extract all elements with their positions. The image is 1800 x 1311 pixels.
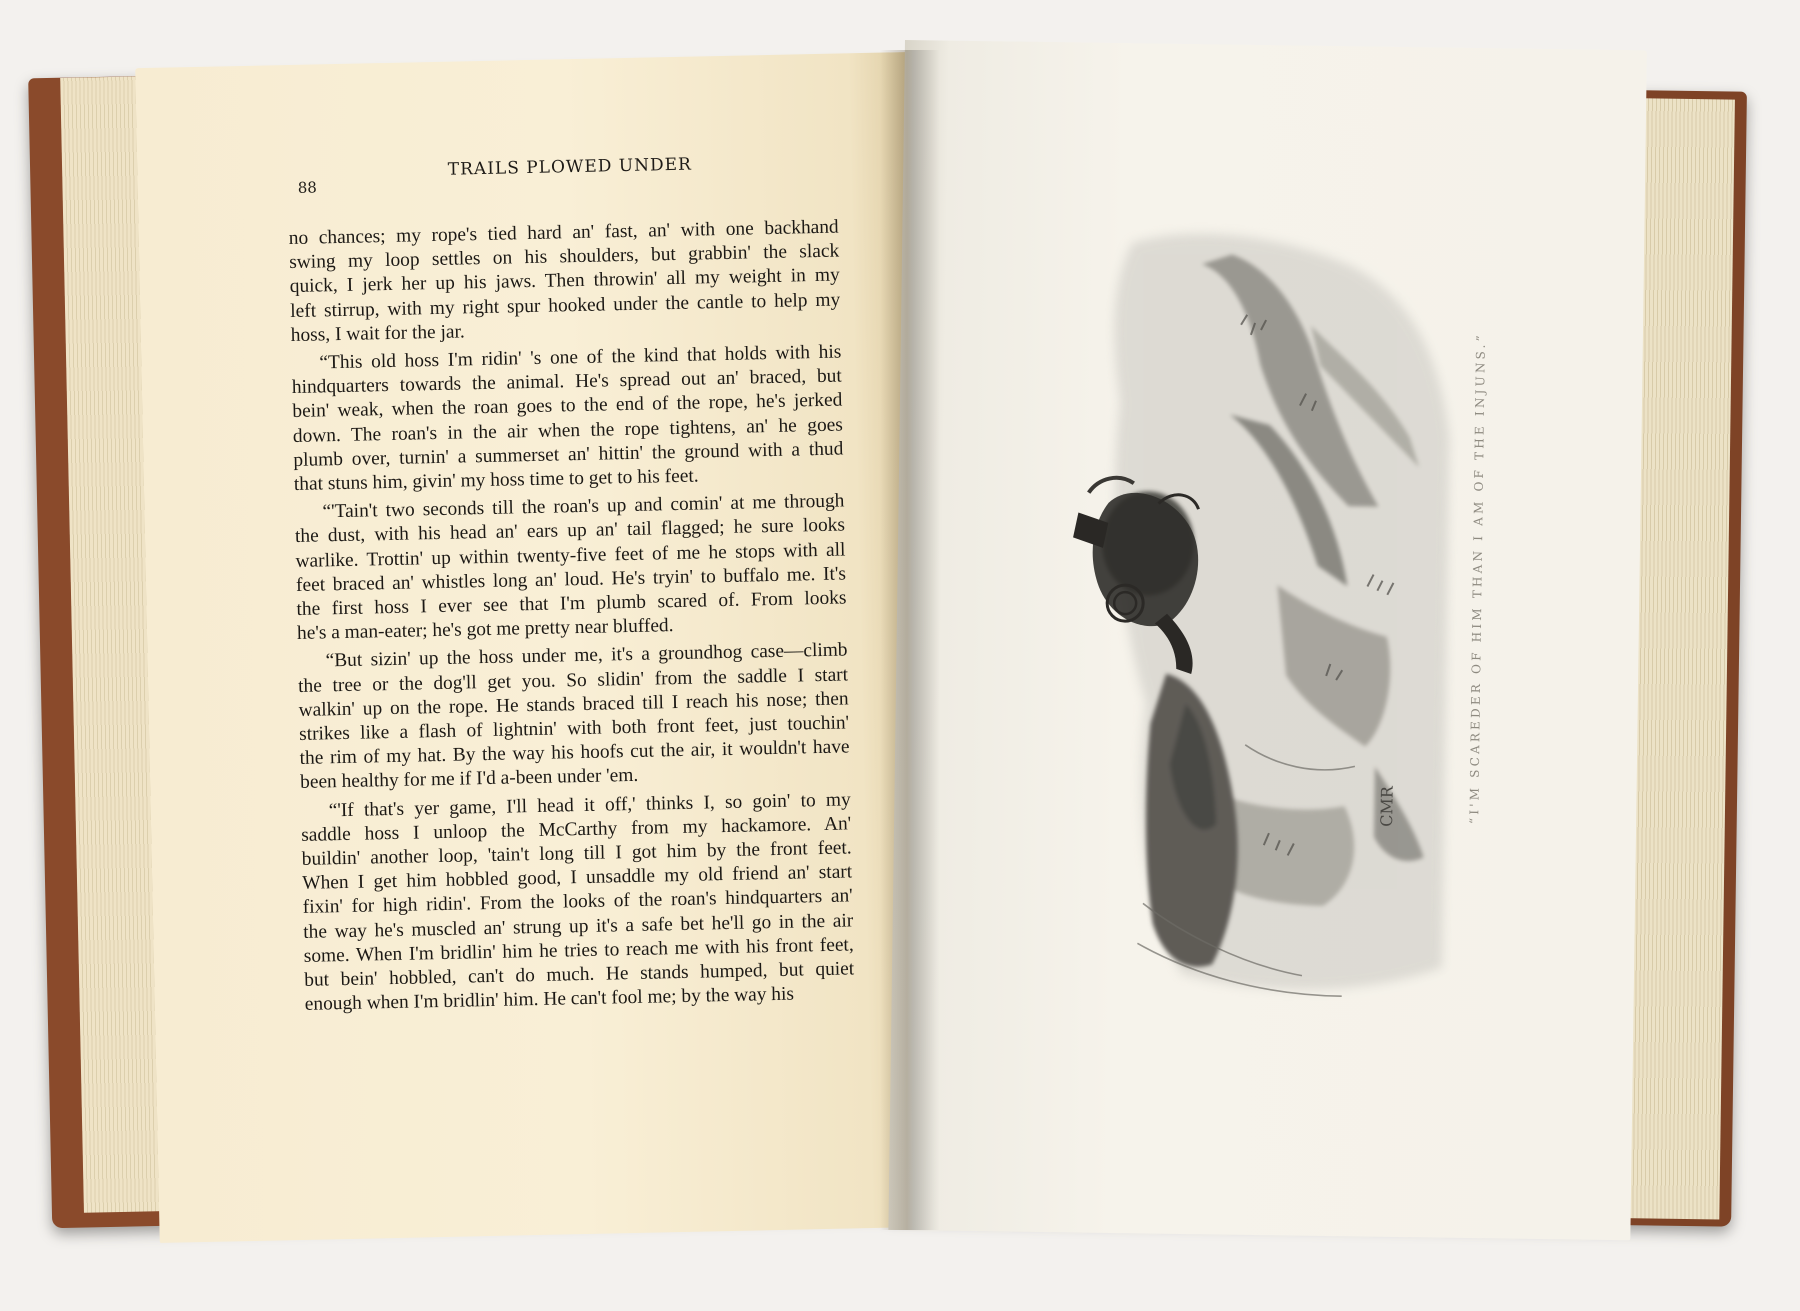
text-line: hindquarters towards the animal. He's spread out an' braced, but xyxy=(291,365,842,399)
text-line: the tree or the dog'll get you. So slidin' from the saddle I start xyxy=(297,664,849,697)
text-line: swing my loop settles on his shoulders, but grabbin' the slack xyxy=(289,240,840,274)
text-line: “'Tain't two seconds till the roan's up and comin' at me through xyxy=(322,490,845,523)
right-page xyxy=(888,40,1647,1240)
page-header xyxy=(137,144,913,200)
text-line: but bein' hobbled, can't do much. He stands humped, but quiet xyxy=(304,958,855,991)
artist-signature: CMR xyxy=(1377,785,1397,827)
text-line: saddle hoss I unloop the McCarthy from my hackamore. An' xyxy=(301,813,852,846)
text-line: “But sizin' up the hoss under me, it's a groundhog case—climb xyxy=(325,639,848,672)
text-line: bein' weak, when the roan goes to the end of the rope, he's jerked xyxy=(292,389,843,423)
text-line: feet braced an' whistles long an' loud. He's tryin' to buffalo me. It's xyxy=(295,563,847,596)
paragraph xyxy=(294,490,847,647)
text-line: no chances; my rope's tied hard an' fast, an' with one backhand xyxy=(288,216,839,250)
text-line: When I get him hobbled good, I unsaddle my old friend an' start xyxy=(302,861,853,895)
text-line: warlike. Trottin' up within twenty-five feet of me he stops with all xyxy=(295,539,846,572)
text-line: quick, I jerk her up his jaws. Then throwin' all my weight in my xyxy=(289,264,840,298)
text-line: left stirrup, with my right spur hooked under the cantle to help my xyxy=(290,289,841,322)
text-line: hoss, I wait for the jar. xyxy=(290,321,465,346)
gutter-shadow xyxy=(880,50,940,1230)
text-line: fixin' for high ridin'. From the looks of the roan's hindquarters an' xyxy=(302,885,853,919)
text-line: the rim of my hat. By the way his hoofs cut the air, it wouldn't have xyxy=(299,736,850,770)
text-line: he's a man-eater; he's got me pretty near bluffed. xyxy=(296,615,674,645)
text-line: the dust, with his head an' ears up an' tail flagged; he sure looks xyxy=(294,514,846,548)
text-line: some. When I'm bridlin' him he tries to reach me with his front feet, xyxy=(303,934,854,967)
text-line: plumb over, turnin' a summerset an' hittin' the ground with a thud xyxy=(293,438,844,471)
body-text xyxy=(289,216,855,1018)
text-line: strikes like a flash of lightnin' with both front feet, just touchin' xyxy=(298,712,850,746)
text-line: been healthy for me if I'd a-been under 'em. xyxy=(299,765,639,794)
text-line: “This old hoss I'm ridin' 's one of the kind that holds with his xyxy=(319,341,842,374)
paragraph xyxy=(301,788,855,1017)
text-line: enough when I'm bridlin' him. He can't fool me; by the way his xyxy=(304,983,795,1016)
text-line: buildin' another loop, 'tain't long till I got him by the front feet. xyxy=(301,837,852,870)
text-line: down. The roan's in the air when the rope tightens, an' he goes xyxy=(292,414,844,447)
left-page xyxy=(135,52,934,1243)
paragraph xyxy=(297,639,850,796)
text-line: the way he's muscled an' strung up it's a safe bet he'll go in the air xyxy=(303,910,854,943)
paragraph xyxy=(291,341,844,498)
running-head: TRAILS PLOWED UNDER xyxy=(447,154,693,180)
text-line: the first hoss I ever see that I'm plumb scared of. From looks xyxy=(296,587,847,621)
text-line: “'If that's yer game, I'll head it off,' thinks I, so goin' to my xyxy=(328,789,851,822)
page-number: 88 xyxy=(297,178,317,197)
text-line: walkin' up on the rope. He stands braced till I reach his nose; then xyxy=(298,688,849,721)
illustration xyxy=(1042,202,1473,1008)
caption-text: “I'M SCAREDER OF HIM THAN I AM OF THE INJUNS.” xyxy=(1467,331,1488,825)
paragraph xyxy=(289,216,841,349)
text-line: that stuns him, givin' my hoss time to get to his feet. xyxy=(293,465,699,496)
